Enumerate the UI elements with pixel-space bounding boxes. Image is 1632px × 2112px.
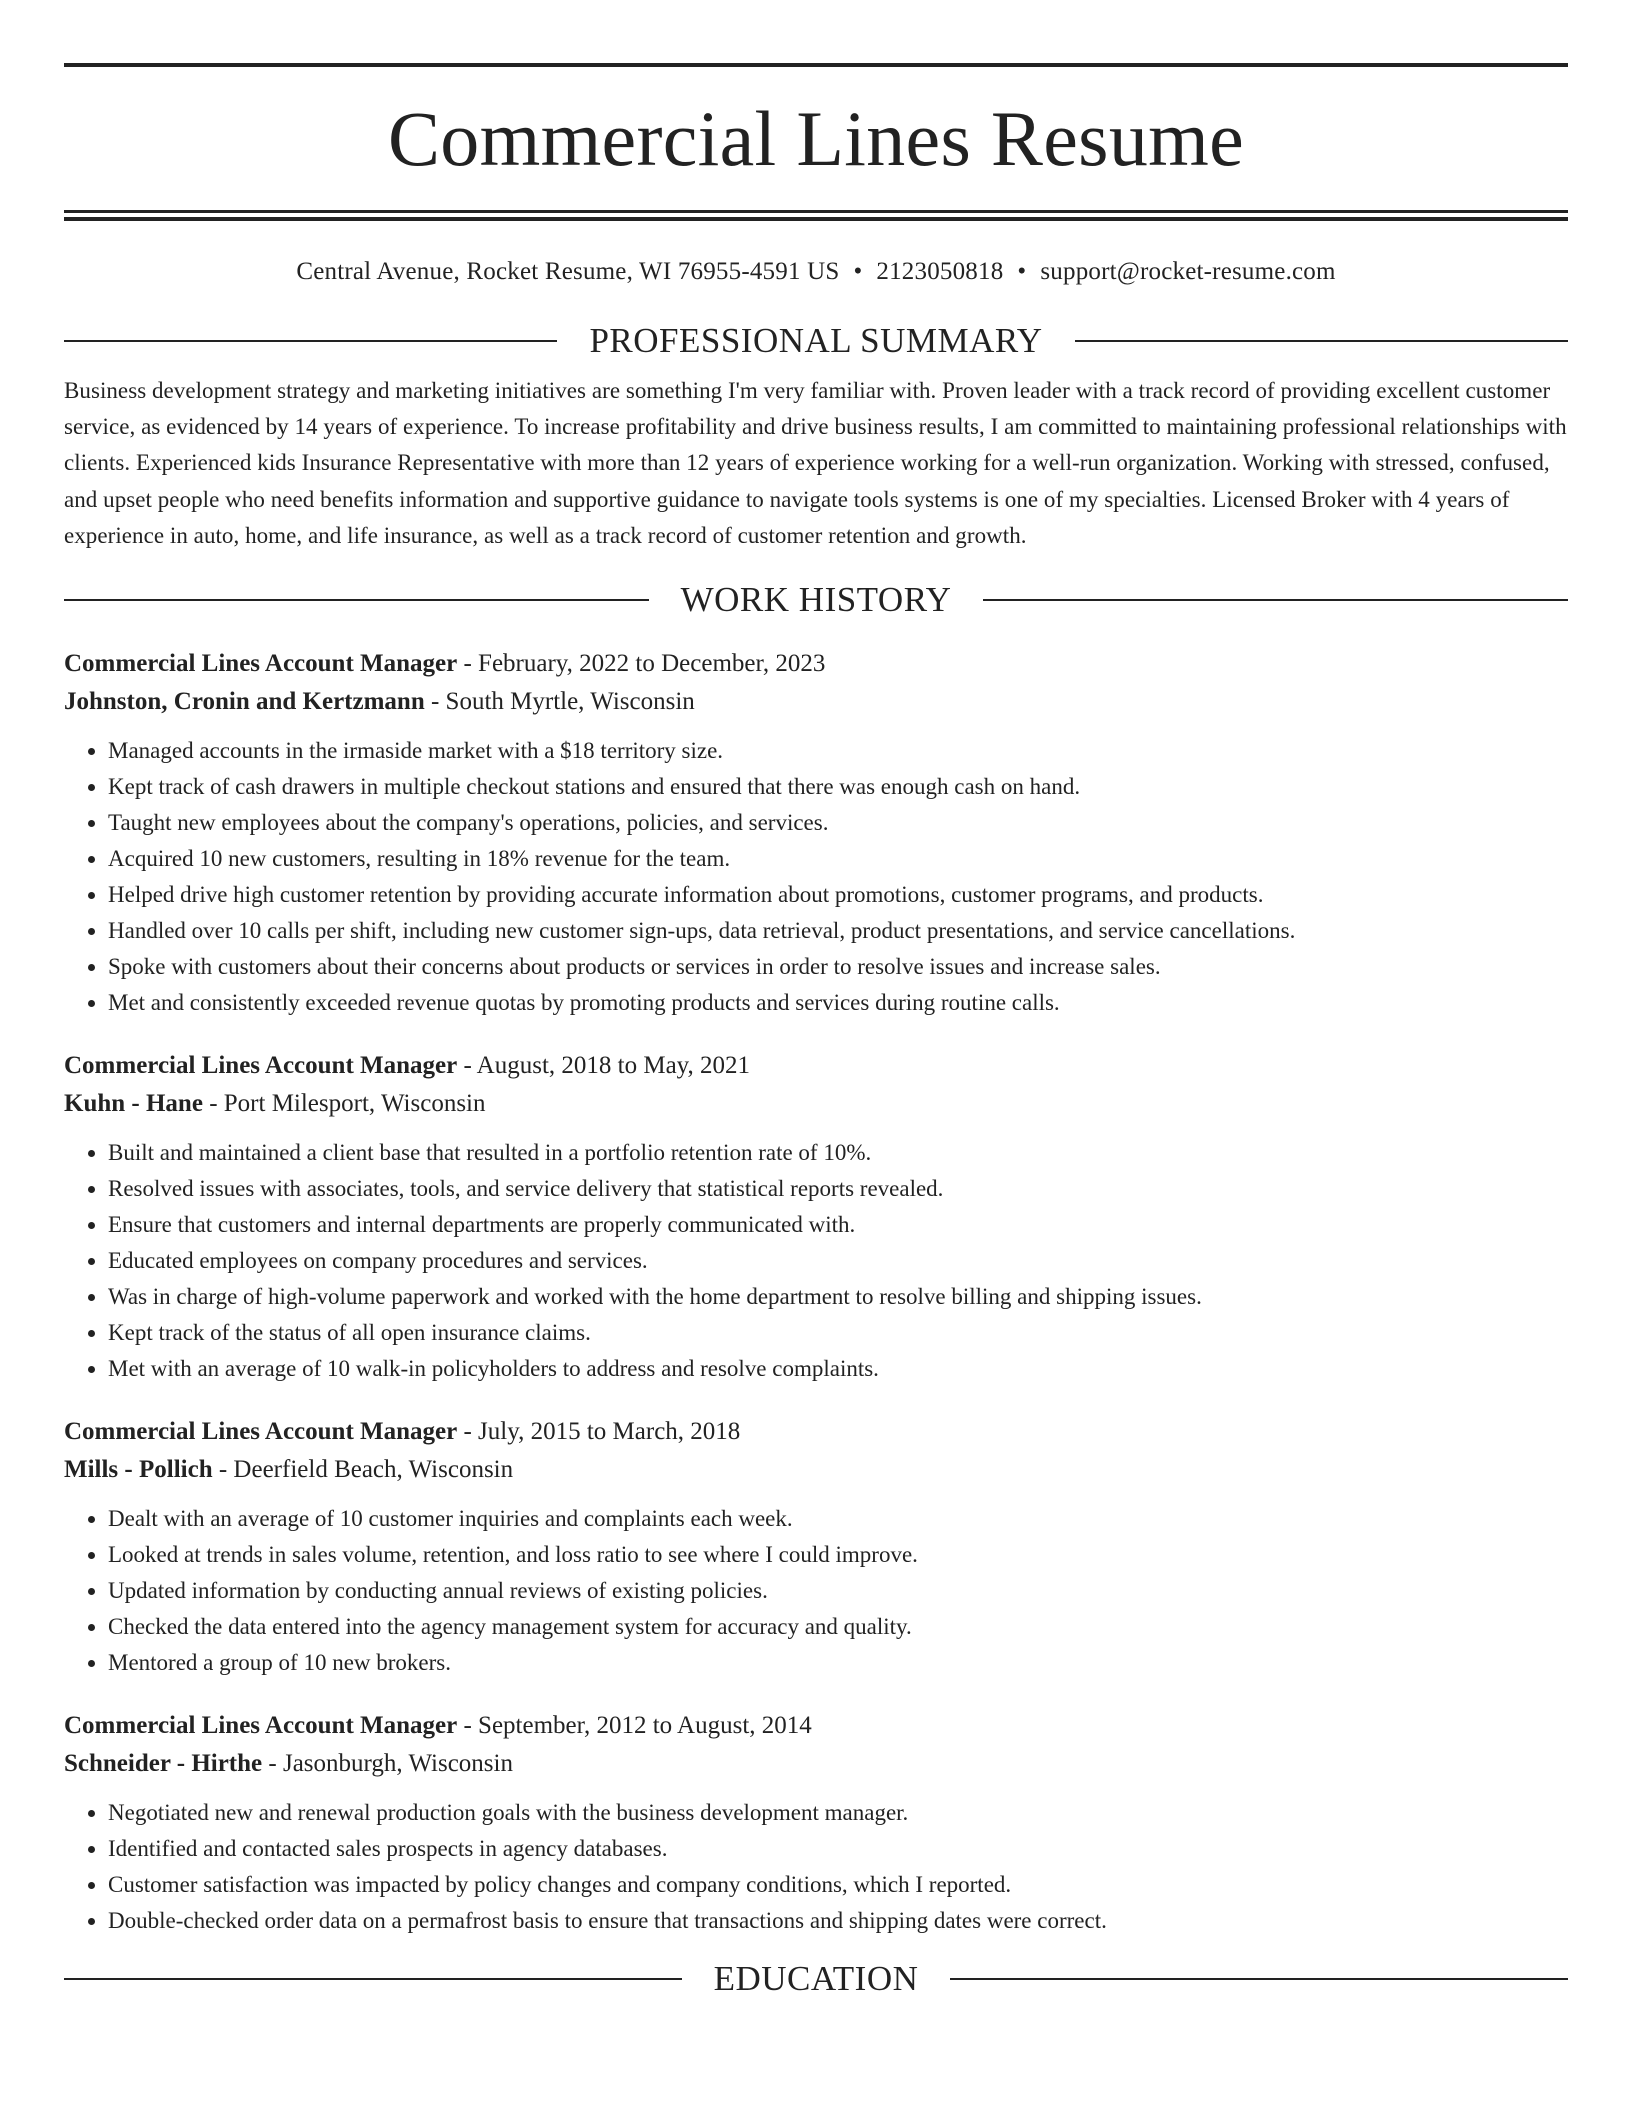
job-company: Kuhn - Hane: [64, 1090, 203, 1118]
job-location: - South Myrtle, Wisconsin: [424, 688, 695, 716]
job-title: Commercial Lines Account Manager: [64, 650, 458, 678]
heading-rule-left: [64, 340, 557, 342]
heading-rule-right: [983, 599, 1568, 601]
job-bullet: • Managed accounts in the irmaside market with a $18 territory size.: [108, 733, 1568, 769]
job-bullet: • Ensure that customers and internal departments are properly communicated with.: [108, 1207, 1568, 1243]
summary-heading-label: PROFESSIONAL SUMMARY: [589, 321, 1043, 360]
job-bullet-list: [64, 1501, 1568, 1681]
job-bullet: • Acquired 10 new customers, resulting in 18% revenue for the team.: [108, 841, 1568, 877]
work-section-heading: [64, 578, 1568, 622]
job-location: - Deerfield Beach, Wisconsin: [212, 1456, 514, 1484]
heading-rule-left: [64, 599, 649, 601]
resume-page: [64, 0, 1568, 2001]
job-company: Johnston, Cronin and Kertzmann: [64, 688, 425, 716]
job-title: Commercial Lines Account Manager: [64, 1052, 458, 1080]
job-company: Schneider - Hirthe: [64, 1750, 263, 1778]
job-dates: - September, 2012 to August, 2014: [457, 1712, 812, 1740]
job-company-line: [64, 1451, 1568, 1489]
job-title: Commercial Lines Account Manager: [64, 1418, 458, 1446]
job-bullet-list: [64, 733, 1568, 1021]
job-company-line: [64, 1085, 1568, 1123]
top-rule: [64, 63, 1568, 67]
contact-line: [64, 257, 1568, 287]
job-dates: - July, 2015 to March, 2018: [457, 1418, 741, 1446]
job-bullet: • Helped drive high customer retention by providing accurate information about promotions, customer programs, and products.: [108, 877, 1568, 913]
job-entry: [64, 1047, 1568, 1387]
contact-email: support@rocket-resume.com: [1040, 258, 1336, 285]
job-bullet-list: [64, 1135, 1568, 1387]
job-bullet: • Customer satisfaction was impacted by policy changes and company conditions, which I reported.: [108, 1867, 1568, 1903]
job-bullet: • Identified and contacted sales prospects in agency databases.: [108, 1831, 1568, 1867]
job-dates: - August, 2018 to May, 2021: [457, 1052, 751, 1080]
title-double-rule: [64, 210, 1568, 221]
work-history-list: [64, 645, 1568, 1939]
job-bullet: • Spoke with customers about their concerns about products or services in order to resolve issues and increase sales.: [108, 949, 1568, 985]
job-bullet: • Built and maintained a client base that resulted in a portfolio retention rate of 10%.: [108, 1135, 1568, 1171]
job-bullet: • Kept track of the status of all open insurance claims.: [108, 1315, 1568, 1351]
job-bullet: • Resolved issues with associates, tools, and service delivery that statistical reports revealed.: [108, 1171, 1568, 1207]
job-bullet: • Updated information by conducting annual reviews of existing policies.: [108, 1573, 1568, 1609]
job-location: - Port Milesport, Wisconsin: [202, 1090, 486, 1118]
job-location: - Jasonburgh, Wisconsin: [262, 1750, 513, 1778]
job-bullet-list: [64, 1795, 1568, 1939]
job-bullet: • Negotiated new and renewal production goals with the business development manager.: [108, 1795, 1568, 1831]
contact-address: Central Avenue, Rocket Resume, WI 76955-4591 US: [296, 258, 840, 285]
contact-phone: 2123050818: [876, 258, 1004, 285]
job-bullet: • Was in charge of high-volume paperwork and worked with the home department to resolve billing and shipping issues.: [108, 1279, 1568, 1315]
job-bullet: • Met and consistently exceeded revenue quotas by promoting products and services during routine calls.: [108, 985, 1568, 1021]
contact-separator: •: [1017, 258, 1027, 285]
job-title-line: [64, 645, 1568, 683]
job-bullet: • Double-checked order data on a permafrost basis to ensure that transactions and shipping dates were correct.: [108, 1903, 1568, 1939]
resume-title: Commercial Lines Resume: [387, 95, 1245, 182]
summary-section-heading: [64, 319, 1568, 363]
job-bullet: • Taught new employees about the company's operations, policies, and services.: [108, 805, 1568, 841]
job-bullet: • Kept track of cash drawers in multiple checkout stations and ensured that there was enough cash on hand.: [108, 769, 1568, 805]
contact-separator: •: [853, 258, 863, 285]
heading-rule-left: [64, 1978, 682, 1980]
education-heading-label: EDUCATION: [713, 1959, 919, 1999]
job-title-line: [64, 1047, 1568, 1085]
job-bullet: • Handled over 10 calls per shift, including new customer sign-ups, data retrieval, product presentations, and service cancellations.: [108, 913, 1568, 949]
heading-rule-right: [1075, 340, 1568, 342]
work-heading-label: WORK HISTORY: [680, 580, 952, 620]
job-title: Commercial Lines Account Manager: [64, 1712, 458, 1740]
job-company-line: [64, 1745, 1568, 1783]
job-bullet: • Checked the data entered into the agency management system for accuracy and quality.: [108, 1609, 1568, 1645]
job-entry: [64, 645, 1568, 1021]
job-title-line: [64, 1413, 1568, 1451]
heading-rule-right: [950, 1978, 1568, 1980]
summary-paragraph: Business development strategy and marketing initiatives are something I'm very familiar with. Proven leader with a track record of providing excellent customer service, as evidenced by 14 years of experience. To increase profitability and drive business results, I am committed to maintaining professional relationships with clients. Experienced kids Insurance Representative with more than 12 years of experience working for a well-run organization. Working with stressed, confused, and upset people who need benefits information and supportive guidance to navigate tools systems is one of my specialties. Licensed Broker with 4 years of experience in auto, home, and life insurance, as well as a track record of customer retention and growth.: [64, 378, 1567, 548]
job-entry: [64, 1413, 1568, 1681]
job-bullet: • Dealt with an average of 10 customer inquiries and complaints each week.: [108, 1501, 1568, 1537]
job-title-line: [64, 1707, 1568, 1745]
job-bullet: • Educated employees on company procedures and services.: [108, 1243, 1568, 1279]
job-company: Mills - Pollich: [64, 1456, 213, 1484]
job-bullet: • Mentored a group of 10 new brokers.: [108, 1645, 1568, 1681]
job-bullet: • Met with an average of 10 walk-in policyholders to address and resolve complaints.: [108, 1351, 1568, 1387]
job-dates: - February, 2022 to December, 2023: [457, 650, 826, 678]
job-bullet: • Looked at trends in sales volume, retention, and loss ratio to see where I could improve.: [108, 1537, 1568, 1573]
job-entry: [64, 1707, 1568, 1939]
job-company-line: [64, 683, 1568, 721]
education-section-heading: [64, 1957, 1568, 2001]
